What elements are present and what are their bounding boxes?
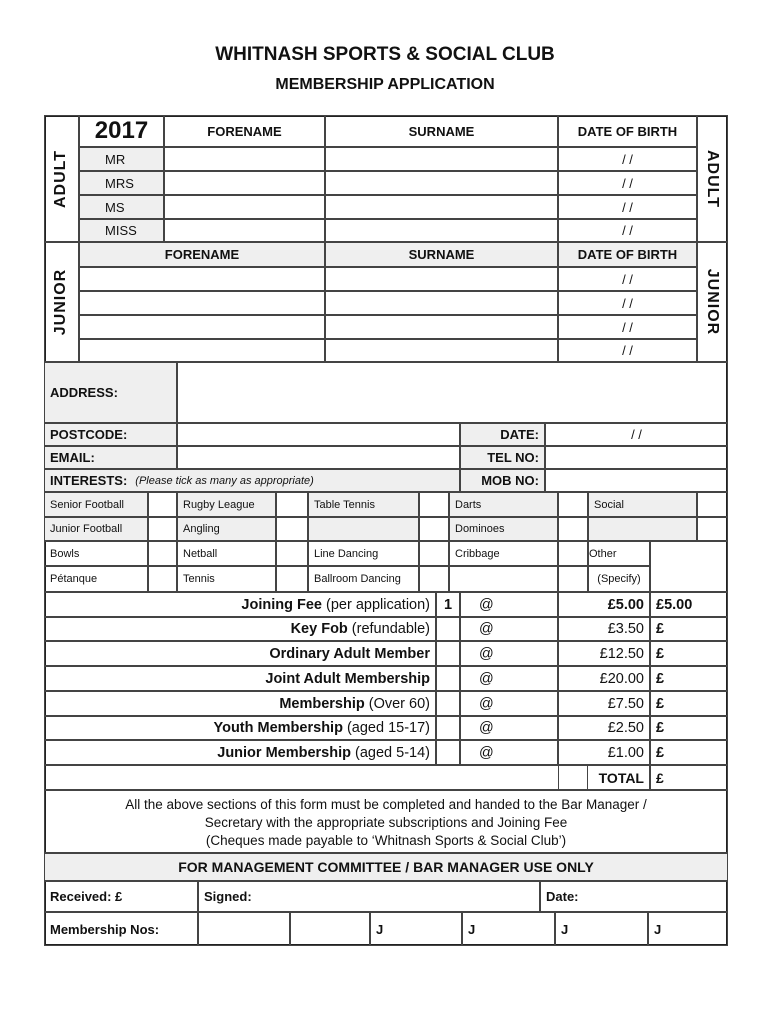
fee-at: @ — [460, 716, 558, 740]
fee-note: (refundable) — [347, 621, 430, 637]
fee-price: £1.00 — [558, 740, 650, 765]
interest-checkbox[interactable] — [148, 492, 177, 517]
membership-no-field[interactable] — [290, 912, 370, 946]
adult-surname-field[interactable] — [325, 147, 558, 171]
fee-note: (Over 60) — [364, 695, 430, 712]
interest-social: Social — [588, 492, 697, 517]
email-label: EMAIL: — [44, 446, 177, 469]
interest-checkbox[interactable] — [558, 566, 588, 592]
title-miss: MISS — [79, 219, 164, 242]
postcode-field[interactable] — [177, 423, 460, 446]
adult-surname-header: SURNAME — [325, 115, 558, 147]
junior-surname-header: SURNAME — [325, 242, 558, 267]
fee-description — [44, 740, 436, 765]
interest-tennis: Tennis — [177, 566, 276, 592]
junior-surname-field[interactable] — [325, 267, 558, 291]
adult-surname-field[interactable] — [325, 171, 558, 195]
year-label: 2017 — [79, 115, 164, 147]
fee-quantity-field[interactable]: 1 — [436, 592, 460, 617]
address-field[interactable] — [177, 362, 728, 423]
adult-dob-field[interactable]: / / — [558, 147, 697, 171]
adult-forename-header: FORENAME — [164, 115, 325, 147]
instructions-line: All the above sections of this form must be completed and handed to the Bar Manager / — [125, 797, 647, 812]
membership-no-field[interactable]: J — [462, 912, 555, 946]
adult-surname-field[interactable] — [325, 219, 558, 242]
interest-checkbox[interactable] — [419, 566, 449, 592]
interest-netball: Netball — [177, 541, 276, 566]
adult-forename-field[interactable] — [164, 195, 325, 219]
interest-other: Other — [588, 541, 650, 566]
fee-name: Membership — [279, 695, 365, 712]
fee-description — [44, 666, 436, 691]
office-use-heading: FOR MANAGEMENT COMMITTEE / BAR MANAGER USE ONLY — [44, 853, 728, 881]
membership-no-field[interactable]: J — [648, 912, 728, 946]
interest-angling: Angling — [177, 517, 276, 541]
fee-quantity-field[interactable] — [436, 641, 460, 666]
fee-name: Junior Membership — [217, 744, 351, 761]
interest-darts: Darts — [449, 492, 558, 517]
interest-blank — [449, 566, 558, 592]
fee-quantity-field[interactable] — [436, 716, 460, 740]
fee-price: £7.50 — [558, 691, 650, 716]
junior-dob-field[interactable]: / / — [558, 291, 697, 315]
postcode-label: POSTCODE: — [44, 423, 177, 446]
total-value-field[interactable]: £ — [650, 765, 728, 790]
adult-dob-field[interactable]: / / — [558, 195, 697, 219]
junior-dob-header: DATE OF BIRTH — [558, 242, 697, 267]
form-title: MEMBERSHIP APPLICATION — [275, 76, 495, 93]
date-label: DATE: — [460, 423, 545, 446]
fee-description — [44, 716, 436, 740]
adult-dob-field[interactable]: / / — [558, 171, 697, 195]
fee-name: Ordinary Adult Member — [269, 645, 430, 662]
fee-name: Joint Adult Membership — [265, 670, 430, 687]
interest-petanque: Pétanque — [44, 566, 148, 592]
junior-forename-field[interactable] — [79, 315, 325, 339]
interest-checkbox[interactable] — [276, 517, 308, 541]
tel-field[interactable] — [545, 446, 728, 469]
fee-price: £3.50 — [558, 617, 650, 641]
interest-blank — [308, 517, 419, 541]
interest-checkbox[interactable] — [276, 492, 308, 517]
mob-field[interactable] — [545, 469, 728, 492]
interest-blank — [588, 517, 697, 541]
adult-forename-field[interactable] — [164, 171, 325, 195]
fee-description — [44, 617, 436, 641]
fee-total-field[interactable]: £ — [650, 641, 728, 666]
membership-no-field[interactable] — [198, 912, 290, 946]
club-title: WHITNASH SPORTS & SOCIAL CLUB — [215, 44, 555, 65]
adult-forename-field[interactable] — [164, 219, 325, 242]
fee-total-field[interactable]: £ — [650, 691, 728, 716]
interest-line-dancing: Line Dancing — [308, 541, 419, 566]
interest-specify: (Specify) — [588, 566, 650, 592]
interest-cribbage: Cribbage — [449, 541, 558, 566]
fee-at: @ — [460, 691, 558, 716]
interest-checkbox[interactable] — [148, 541, 177, 566]
fee-quantity-field[interactable] — [436, 691, 460, 716]
fee-total-field[interactable]: £ — [650, 716, 728, 740]
fee-quantity-field[interactable] — [436, 740, 460, 765]
address-label: ADDRESS: — [44, 362, 177, 423]
interest-checkbox[interactable] — [697, 517, 728, 541]
junior-dob-field[interactable]: / / — [558, 267, 697, 291]
junior-forename-field[interactable] — [79, 267, 325, 291]
total-spacer — [44, 765, 588, 790]
adult-surname-field[interactable] — [325, 195, 558, 219]
instructions-line: Secretary with the appropriate subscriptions and Joining Fee — [204, 815, 568, 830]
interest-table-tennis: Table Tennis — [308, 492, 419, 517]
total-label: TOTAL — [558, 765, 650, 790]
fee-quantity-field[interactable] — [436, 617, 460, 641]
fee-at: @ — [460, 617, 558, 641]
office-date-field[interactable]: Date: — [540, 881, 728, 912]
adult-side-label-right: ADULT — [697, 115, 728, 242]
fee-at: @ — [460, 592, 558, 617]
interest-checkbox[interactable] — [148, 566, 177, 592]
fee-at: @ — [460, 666, 558, 691]
junior-forename-header: FORENAME — [79, 242, 325, 267]
fee-description — [44, 691, 436, 716]
membership-nos-label: Membership Nos: — [44, 912, 198, 946]
junior-forename-field[interactable] — [79, 291, 325, 315]
interest-checkbox[interactable] — [558, 492, 588, 517]
adult-dob-field[interactable]: / / — [558, 219, 697, 242]
fee-description — [44, 641, 436, 666]
junior-side-label: JUNIOR — [44, 242, 79, 362]
interest-checkbox[interactable] — [148, 517, 177, 541]
fee-at: @ — [460, 740, 558, 765]
interest-senior-football: Senior Football — [44, 492, 148, 517]
fee-total-field[interactable]: £ — [650, 666, 728, 691]
junior-dob-field[interactable]: / / — [558, 315, 697, 339]
fee-at: @ — [460, 641, 558, 666]
title-ms: MS — [79, 195, 164, 219]
fee-name: Joining Fee — [241, 596, 322, 613]
interest-checkbox[interactable] — [276, 541, 308, 566]
interest-checkbox[interactable] — [558, 541, 588, 566]
interest-checkbox[interactable] — [558, 517, 588, 541]
fee-description — [44, 592, 436, 617]
email-field[interactable] — [177, 446, 460, 469]
adult-side-label: ADULT — [44, 115, 79, 242]
interest-checkbox[interactable] — [419, 541, 449, 566]
interest-checkbox[interactable] — [419, 517, 449, 541]
fee-note: (aged 5-14) — [351, 744, 430, 761]
interest-rugby-league: Rugby League — [177, 492, 276, 517]
fee-name: Key Fob — [290, 621, 348, 637]
date-field[interactable]: / / — [545, 423, 728, 446]
interest-checkbox[interactable] — [419, 492, 449, 517]
interest-checkbox[interactable] — [276, 566, 308, 592]
fee-price: £12.50 — [558, 641, 650, 666]
fee-note: (aged 15-17) — [342, 720, 430, 736]
membership-no-field[interactable]: J — [555, 912, 648, 946]
fee-total-field[interactable]: £ — [650, 617, 728, 641]
junior-surname-field[interactable] — [325, 315, 558, 339]
fee-note: (per application) — [322, 596, 430, 613]
mob-label: MOB NO: — [460, 469, 545, 492]
interest-checkbox[interactable] — [697, 492, 728, 517]
interest-junior-football: Junior Football — [44, 517, 148, 541]
title-mr: MR — [79, 147, 164, 171]
instructions-line: (Cheques made payable to ‘Whitnash Sports & Social Club’) — [205, 833, 567, 848]
fee-price: £5.00 — [558, 592, 650, 617]
fee-price: £20.00 — [558, 666, 650, 691]
tel-label: TEL NO: — [460, 446, 545, 469]
received-label: Received: £ — [44, 881, 198, 912]
fee-total-field[interactable]: £ — [650, 740, 728, 765]
adult-dob-header: DATE OF BIRTH — [558, 115, 697, 147]
fee-price: £2.50 — [558, 716, 650, 740]
signed-field[interactable]: Signed: — [198, 881, 540, 912]
adult-forename-field[interactable] — [164, 147, 325, 171]
title-mrs: MRS — [79, 171, 164, 195]
junior-forename-field[interactable] — [79, 339, 325, 362]
fee-quantity-field[interactable] — [436, 666, 460, 691]
junior-side-label-right: JUNIOR — [697, 242, 728, 362]
junior-dob-field[interactable]: / / — [558, 339, 697, 362]
fee-name: Youth Membership — [213, 720, 343, 736]
junior-surname-field[interactable] — [325, 291, 558, 315]
junior-surname-field[interactable] — [325, 339, 558, 362]
interest-bowls: Bowls — [44, 541, 148, 566]
fee-total-field[interactable]: £5.00 — [650, 592, 728, 617]
interests-label: INTERESTS: (Please tick as many as appropriate) — [44, 469, 460, 492]
instructions-box — [44, 790, 728, 853]
interest-other-specify-field[interactable] — [650, 541, 728, 592]
interest-dominoes: Dominoes — [449, 517, 558, 541]
interest-ballroom-dancing: Ballroom Dancing — [308, 566, 419, 592]
membership-no-field[interactable]: J — [370, 912, 462, 946]
